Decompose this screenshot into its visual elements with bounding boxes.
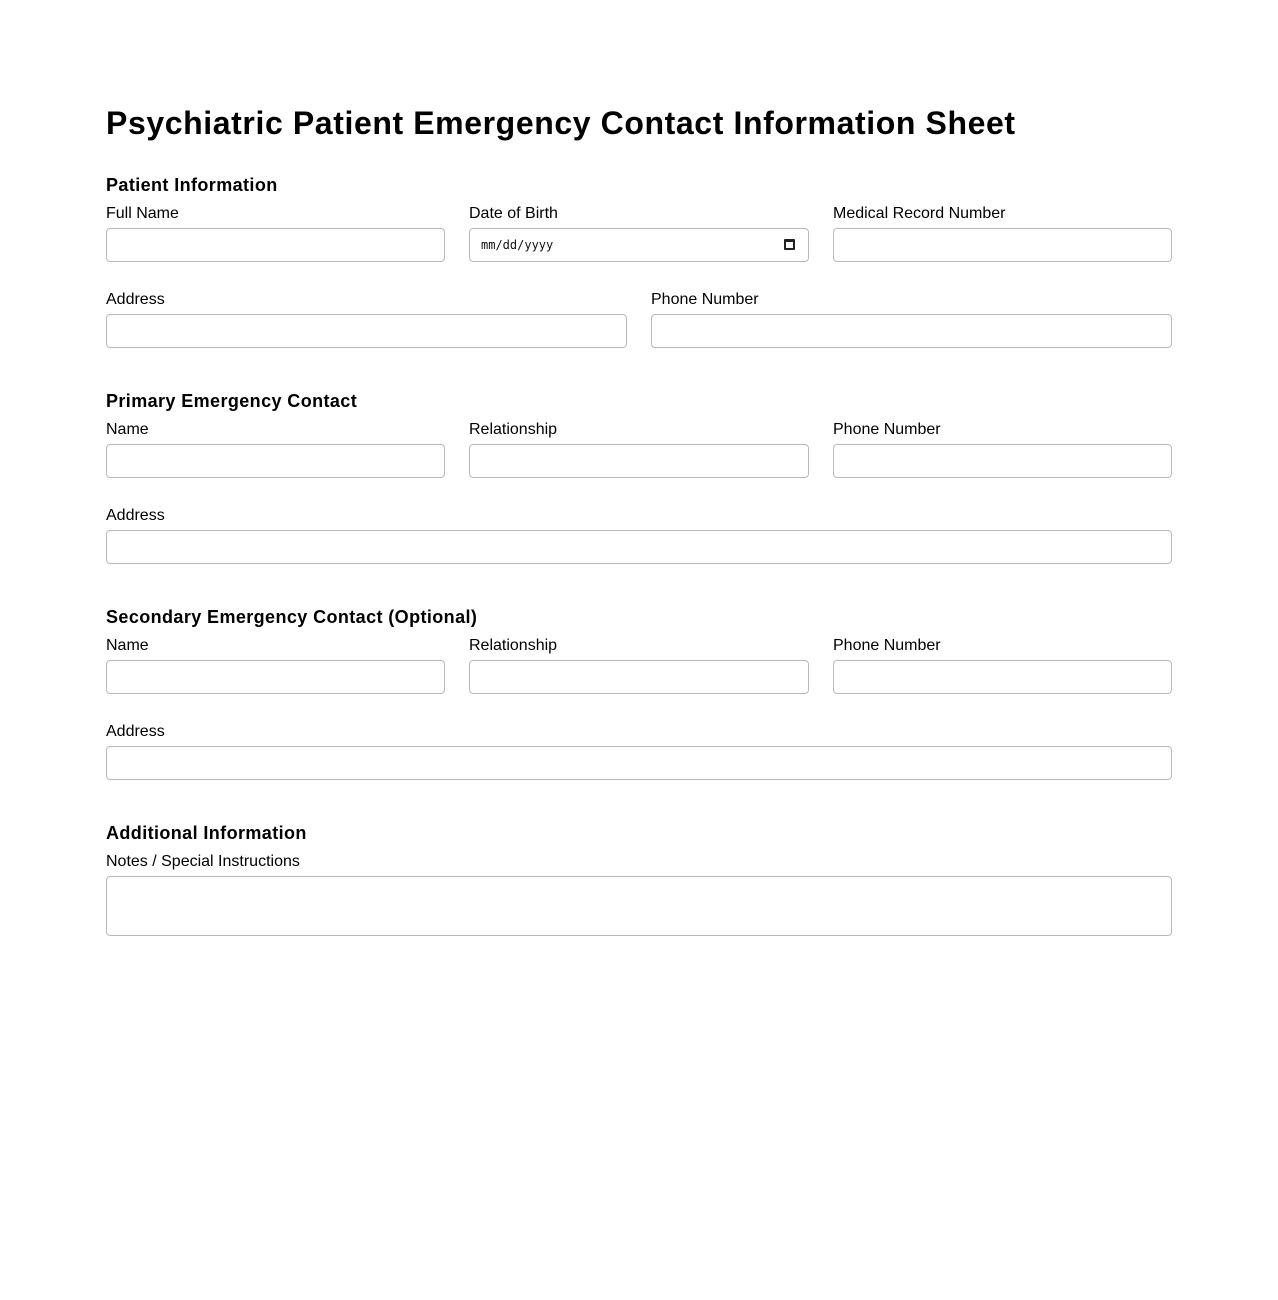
label-primary-address: Address bbox=[106, 507, 165, 524]
field-patient-address bbox=[106, 290, 627, 348]
section-heading-additional-info: Additional Information bbox=[106, 823, 307, 843]
label-primary-phone: Phone Number bbox=[833, 421, 941, 438]
field-secondary-address bbox=[106, 722, 1172, 780]
field-primary-name bbox=[106, 420, 445, 478]
label-patient-address: Address bbox=[106, 291, 165, 308]
field-secondary-name bbox=[106, 636, 445, 694]
label-notes: Notes / Special Instructions bbox=[106, 853, 300, 870]
field-patient-dob bbox=[469, 204, 809, 262]
field-patient-phone bbox=[651, 290, 1172, 348]
field-primary-relationship bbox=[469, 420, 809, 478]
primary-phone-input[interactable] bbox=[833, 444, 1172, 478]
section-heading-primary-contact: Primary Emergency Contact bbox=[106, 391, 358, 411]
secondary-address-input[interactable] bbox=[106, 746, 1172, 780]
label-medical-record-number: Medical Record Number bbox=[833, 205, 1006, 222]
patient-address-input[interactable] bbox=[106, 314, 627, 348]
secondary-name-input[interactable] bbox=[106, 660, 445, 694]
section-heading-secondary-contact: Secondary Emergency Contact (Optional) bbox=[106, 607, 478, 627]
field-patient-full-name bbox=[106, 204, 445, 262]
date-placeholder: mm/dd/yyyy bbox=[481, 238, 554, 252]
label-patient-phone: Phone Number bbox=[651, 291, 759, 308]
label-primary-relationship: Relationship bbox=[469, 421, 558, 438]
patient-phone-input[interactable] bbox=[651, 314, 1172, 348]
primary-relationship-input[interactable] bbox=[469, 444, 809, 478]
primary-name-input[interactable] bbox=[106, 444, 445, 478]
page-title: Psychiatric Patient Emergency Contact Information Sheet bbox=[106, 105, 1016, 141]
label-secondary-phone: Phone Number bbox=[833, 637, 941, 654]
secondary-phone-input[interactable] bbox=[833, 660, 1172, 694]
secondary-relationship-input[interactable] bbox=[469, 660, 809, 694]
label-full-name: Full Name bbox=[106, 205, 179, 222]
primary-address-input[interactable] bbox=[106, 530, 1172, 564]
label-date-of-birth: Date of Birth bbox=[469, 205, 558, 222]
full-name-input[interactable] bbox=[106, 228, 445, 262]
field-primary-address bbox=[106, 506, 1172, 564]
label-secondary-address: Address bbox=[106, 723, 165, 740]
field-notes bbox=[106, 852, 1172, 936]
date-of-birth-input[interactable] bbox=[469, 228, 809, 262]
label-primary-name: Name bbox=[106, 421, 149, 438]
field-secondary-phone bbox=[833, 636, 1172, 694]
field-secondary-relationship bbox=[469, 636, 809, 694]
calendar-icon[interactable] bbox=[784, 239, 795, 250]
section-heading-patient: Patient Information bbox=[106, 175, 278, 195]
medical-record-number-input[interactable] bbox=[833, 228, 1172, 262]
label-secondary-relationship: Relationship bbox=[469, 637, 558, 654]
notes-textarea[interactable] bbox=[106, 876, 1172, 936]
field-primary-phone bbox=[833, 420, 1172, 478]
label-secondary-name: Name bbox=[106, 637, 149, 654]
field-patient-mrn bbox=[833, 204, 1172, 262]
